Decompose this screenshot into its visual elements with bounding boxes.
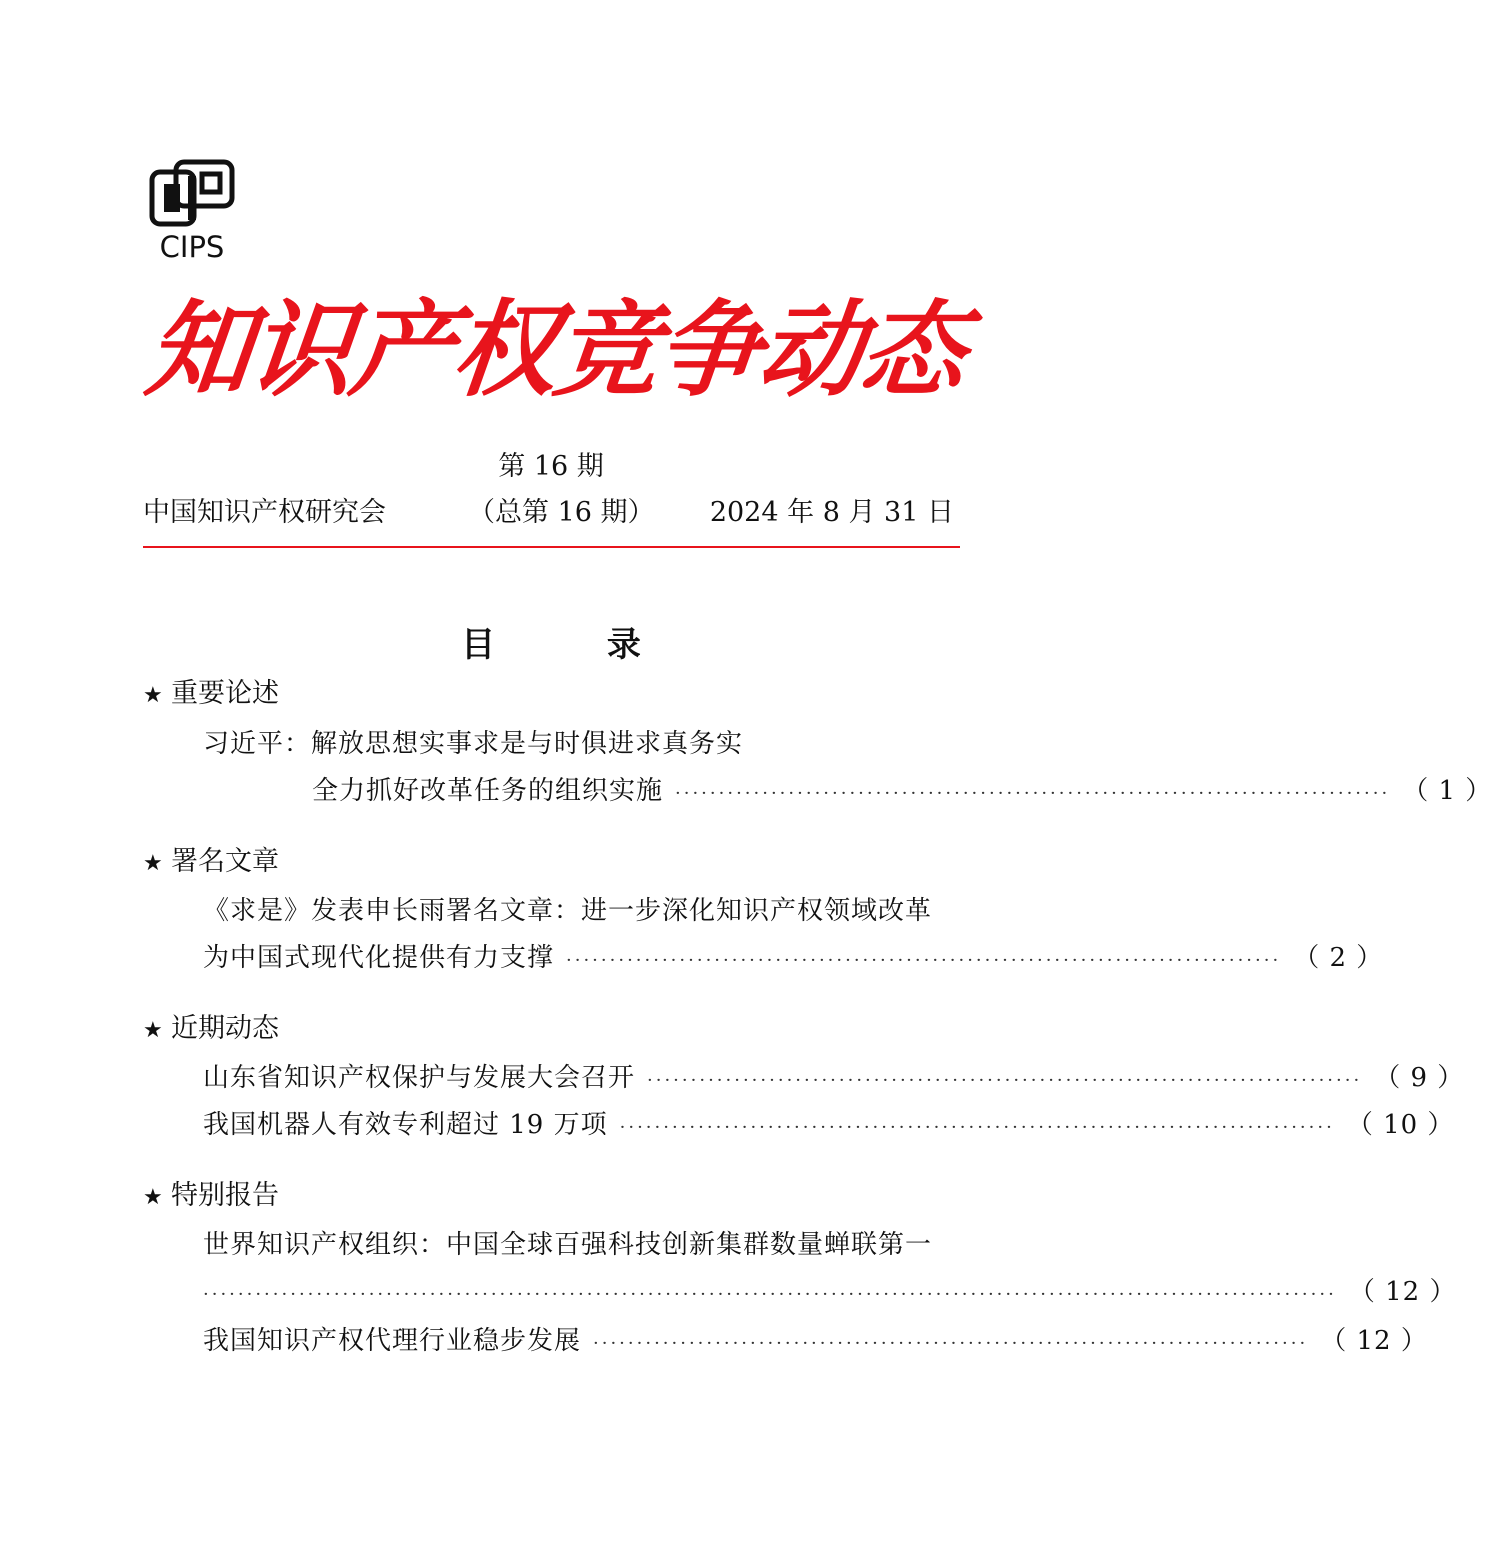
issue-number: 第 16 期 — [498, 451, 604, 482]
leader-dots: ·················································································· — [675, 783, 1391, 804]
star-icon: ★ — [143, 851, 163, 876]
leader-dots: ·················································································· — [566, 950, 1282, 971]
toc-entry[interactable]: 我国知识产权代理行业稳步发展 ·················································································· （ 12 ） — [203, 1324, 968, 1358]
star-icon: ★ — [143, 1018, 163, 1043]
toc-entry[interactable]: 山东省知识产权保护与发展大会召开 ·················································································· （ 9 ） — [203, 1061, 968, 1095]
toc-entry-line[interactable]: 《求是》发表申长雨署名文章：进一步深化知识产权领域改革 — [203, 896, 933, 926]
toc-title: 目 录 — [461, 625, 641, 665]
page-number: （ 12 ） — [1348, 1277, 1457, 1307]
leader-dots: ·················································································· — [593, 1333, 1309, 1354]
red-divider — [143, 546, 960, 548]
leader-dots: ·················································································· — [647, 1070, 1363, 1091]
page-number: （ 9 ） — [1374, 1063, 1465, 1093]
toc-entry[interactable] — [203, 1275, 1457, 1309]
cips-logo — [150, 158, 242, 268]
toc-entry[interactable]: 全力抓好改革任务的组织实施 ·················································································· （ 1 ） — [312, 774, 968, 808]
star-icon: ★ — [143, 683, 163, 708]
toc-entry[interactable]: 为中国式现代化提供有力支撑 ·················································································· （ 2 ） — [203, 941, 968, 975]
page-number: （ 1 ） — [1402, 776, 1492, 806]
page-number: （ 12 ） — [1320, 1326, 1428, 1356]
toc-entry-line[interactable]: 世界知识产权组织：中国全球百强科技创新集群数量蝉联第一 — [203, 1230, 933, 1260]
logo-text: CIPS — [159, 230, 225, 264]
section-heading: ★ 特别报告 — [143, 1179, 279, 1215]
leader-dots: ·················································································· — [619, 1117, 1335, 1138]
page-number: （ 10 ） — [1346, 1110, 1455, 1140]
masthead-title: 知识产权竞争动态 — [140, 288, 970, 411]
leader-dots: ·································································································································· — [203, 1284, 1337, 1305]
star-icon: ★ — [143, 1185, 163, 1210]
section-heading: ★ 重要论述 — [143, 677, 279, 713]
section-heading: ★ 署名文章 — [143, 845, 279, 881]
total-issue: （总第 16 期） — [468, 497, 655, 528]
issue-date: 2024 年 8 月 31 日 — [709, 497, 954, 528]
section-heading: ★ 近期动态 — [143, 1012, 279, 1048]
cips-logo-mark — [150, 158, 242, 230]
toc-entry[interactable]: 我国机器人有效专利超过 19 万项 ·················································································· （ 10 ） — [203, 1108, 968, 1142]
toc-entry-line[interactable]: 习近平：解放思想实事求是与时俱进求真务实 — [203, 729, 744, 759]
publisher: 中国知识产权研究会 — [143, 497, 386, 528]
page-number: （ 2 ） — [1293, 943, 1384, 973]
